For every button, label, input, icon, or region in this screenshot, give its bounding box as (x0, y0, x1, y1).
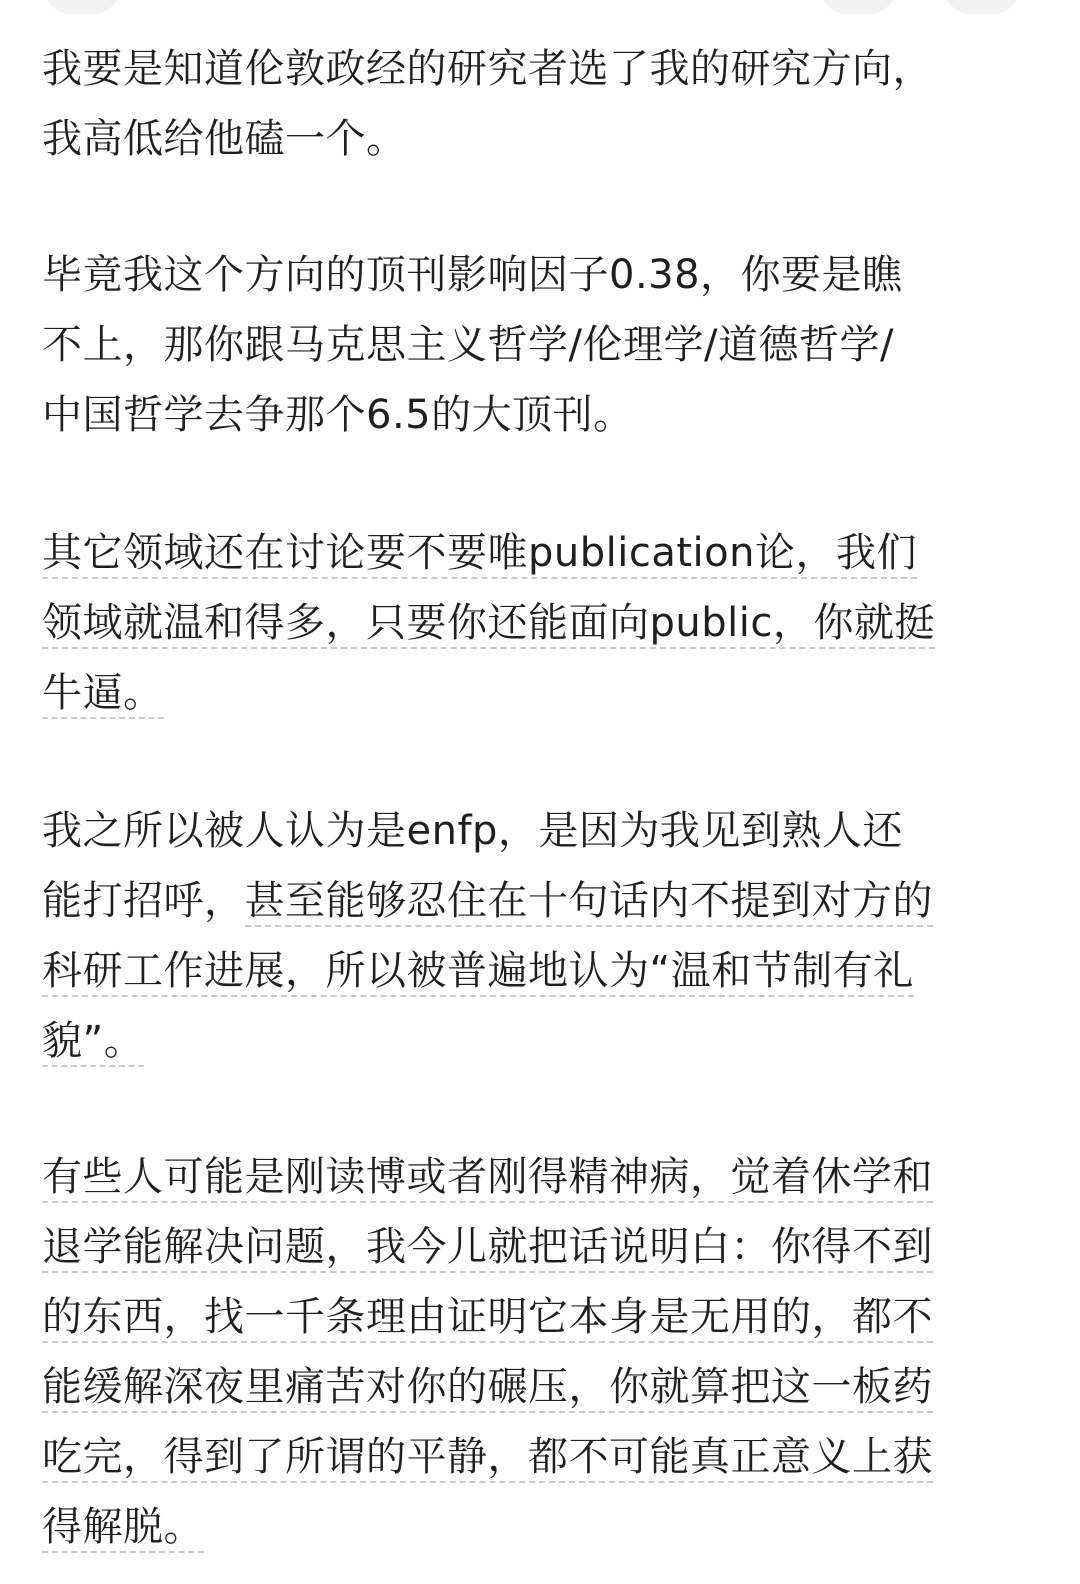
text-line (42, 1282, 1032, 1352)
paragraph (42, 240, 1032, 450)
text-segment: 毕竟我这个方向的顶刊影响因子0.38，你要是瞧 (42, 252, 903, 298)
text-line (42, 1492, 1032, 1562)
highlighted-text-segment[interactable]: 牛逼。 (42, 670, 164, 719)
text-line (42, 1142, 1032, 1212)
highlighted-text-segment[interactable]: 貌”。 (42, 1018, 144, 1067)
text-line (42, 658, 1032, 728)
text-segment: 我要是知道伦敦政经的研究者选了我的研究方向， (42, 46, 933, 92)
text-segment: 能打招呼， (42, 878, 245, 924)
text-segment: 我高低给他磕一个。 (42, 116, 407, 162)
text-line (42, 796, 1032, 866)
highlighted-text-segment[interactable]: 退学能解决问题，我今儿就把话说明白：你得不到 (42, 1224, 933, 1273)
text-segment: 不上，那你跟马克思主义哲学/伦理学/道德哲学/ (42, 322, 894, 368)
toolbar-button-ghost (44, 0, 120, 14)
paragraph (42, 518, 1032, 728)
text-line (42, 1352, 1032, 1422)
text-line (42, 104, 1032, 174)
highlighted-text-segment[interactable]: 有些人可能是刚读博或者刚得精神病，觉着休学和 (42, 1154, 933, 1203)
text-line (42, 866, 1032, 936)
text-line (42, 310, 1032, 380)
article-body (42, 34, 1032, 1562)
text-line (42, 34, 1032, 104)
highlighted-text-segment[interactable]: 科研工作进展，所以被普遍地认为“温和节制有礼 (42, 948, 914, 997)
highlighted-text-segment[interactable]: 吃完，得到了所谓的平静，都不可能真正意义上获 (42, 1434, 933, 1483)
text-line (42, 380, 1032, 450)
text-line (42, 518, 1032, 588)
text-line (42, 1006, 1032, 1076)
text-line (42, 240, 1032, 310)
text-line (42, 588, 1032, 658)
highlighted-text-segment[interactable]: 的东西，找一千条理由证明它本身是无用的，都不 (42, 1294, 933, 1343)
text-segment: 中国哲学去争那个6.5的大顶刊。 (42, 392, 634, 438)
paragraph (42, 34, 1032, 174)
highlighted-text-segment[interactable]: 得解脱。 (42, 1504, 204, 1553)
toolbar-button-ghost (820, 0, 896, 14)
highlighted-text-segment[interactable]: 其它领域还在讨论要不要唯publication论，我们 (42, 530, 917, 579)
paragraph (42, 1142, 1032, 1562)
highlighted-text-segment[interactable]: 能缓解深夜里痛苦对你的碾压，你就算把这一板药 (42, 1364, 933, 1413)
text-line (42, 936, 1032, 1006)
paragraph (42, 796, 1032, 1076)
top-toolbar-remnant (0, 0, 1080, 14)
toolbar-button-ghost (944, 0, 1020, 14)
highlighted-text-segment[interactable]: 领域就温和得多，只要你还能面向public，你就挺 (42, 600, 935, 649)
highlighted-text-segment[interactable]: 甚至能够忍住在十句话内不提到对方的 (245, 878, 934, 927)
text-line (42, 1212, 1032, 1282)
text-segment: 我之所以被人认为是enfp，是因为我见到熟人还 (42, 808, 903, 854)
text-line (42, 1422, 1032, 1492)
